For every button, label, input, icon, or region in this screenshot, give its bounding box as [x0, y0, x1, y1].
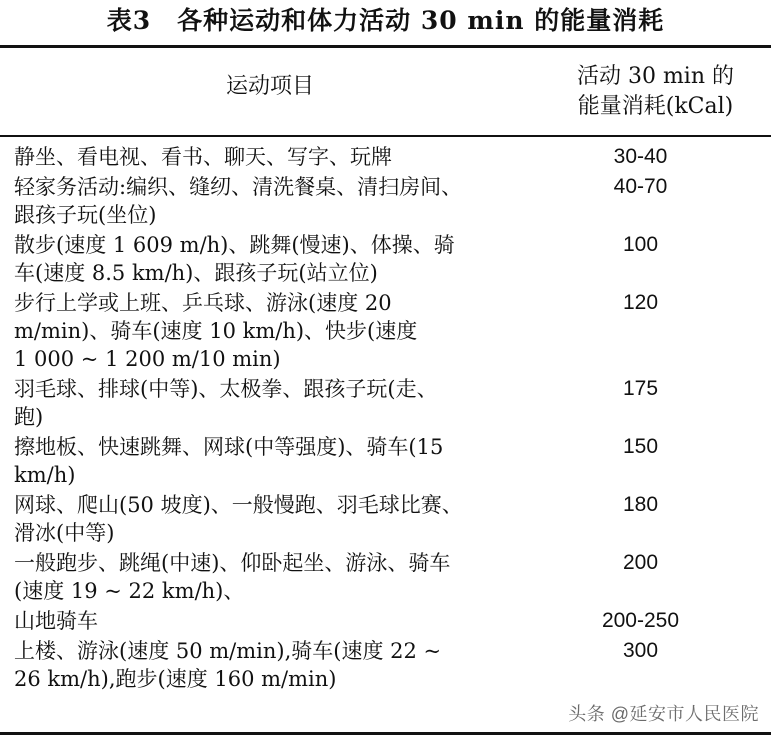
table-row: [0, 173, 771, 229]
header-energy-line1: 活动 30 min 的: [576, 64, 735, 89]
activity-line: 跟孩子玩(坐位): [14, 203, 157, 227]
energy-cell: 40-70: [613, 175, 668, 198]
header-rule: [0, 135, 771, 137]
activity-line: 羽毛球、排球(中等)、太极拳、跟孩子玩(走、: [14, 377, 438, 401]
activity-line: 山地骑车: [14, 609, 98, 633]
activity-line: 车(速度 8.5 km/h)、跟孩子玩(站立位): [14, 261, 378, 285]
activity-line: 跑): [14, 405, 44, 429]
energy-cell: 30-40: [613, 145, 668, 168]
energy-cell: 150: [622, 435, 659, 458]
activity-line: 散步(速度 1 609 m/h)、跳舞(慢速)、体操、骑: [14, 233, 455, 257]
activity-line: 网球、爬山(50 坡度)、一般慢跑、羽毛球比赛、: [14, 493, 463, 517]
activity-line: 一般跑步、跳绳(中速)、仰卧起坐、游泳、骑车: [14, 551, 451, 575]
activity-cell: [0, 173, 510, 229]
energy-cell: 300: [622, 639, 659, 662]
activity-cell: [0, 289, 510, 373]
activity-line: 轻家务活动:编织、缝纫、清洗餐桌、清扫房间、: [14, 175, 463, 199]
watermark: 头条 @延安市人民医院: [568, 704, 759, 724]
table-row: [0, 375, 771, 431]
activity-line: 静坐、看电视、看书、聊天、写字、玩牌: [14, 145, 392, 169]
table-row: [0, 231, 771, 287]
header-energy: [540, 62, 771, 122]
top-rule: [0, 45, 771, 48]
activity-line: (速度 19 ~ 22 km/h)、: [14, 579, 245, 603]
energy-cell: 100: [622, 233, 659, 256]
energy-cell: 120: [622, 291, 659, 314]
table-row: [0, 549, 771, 605]
table-row: [0, 637, 771, 693]
energy-cell: 180: [622, 493, 659, 516]
table-row: [0, 143, 771, 171]
energy-cell: 175: [622, 377, 659, 400]
table-row: [0, 433, 771, 489]
activity-line: 1 000 ~ 1 200 m/10 min): [14, 347, 281, 371]
activity-line: m/min)、骑车(速度 10 km/h)、快步(速度: [14, 319, 418, 343]
activity-cell: [0, 549, 510, 605]
activity-line: km/h): [14, 463, 76, 487]
table-row: [0, 607, 771, 635]
activity-cell: [0, 491, 510, 547]
table-row: [0, 491, 771, 547]
activity-line: 滑冰(中等): [14, 521, 115, 545]
activity-cell: [0, 231, 510, 287]
activity-line: 步行上学或上班、乒乓球、游泳(速度 20: [14, 291, 392, 315]
table-caption: 表3 各种运动和体力活动 30 min 的能量消耗: [106, 6, 665, 35]
activity-cell: [0, 143, 510, 171]
table-row: [0, 289, 771, 373]
bottom-rule: [0, 732, 771, 735]
table-body: [0, 143, 771, 693]
header-activity: 运动项目: [225, 74, 314, 99]
energy-cell: 200-250: [601, 609, 680, 632]
energy-cell: 200: [622, 551, 659, 574]
activity-line: 上楼、游泳(速度 50 m/min),骑车(速度 22 ~: [14, 639, 442, 663]
activity-cell: [0, 433, 510, 489]
header-energy-line2: 能量消耗(kCal): [577, 94, 734, 119]
activity-cell: [0, 375, 510, 431]
activity-line: 擦地板、快速跳舞、网球(中等强度)、骑车(15: [14, 435, 444, 459]
activity-line: 26 km/h),跑步(速度 160 m/min): [14, 667, 337, 691]
activity-cell: [0, 607, 510, 635]
activity-cell: [0, 637, 510, 693]
